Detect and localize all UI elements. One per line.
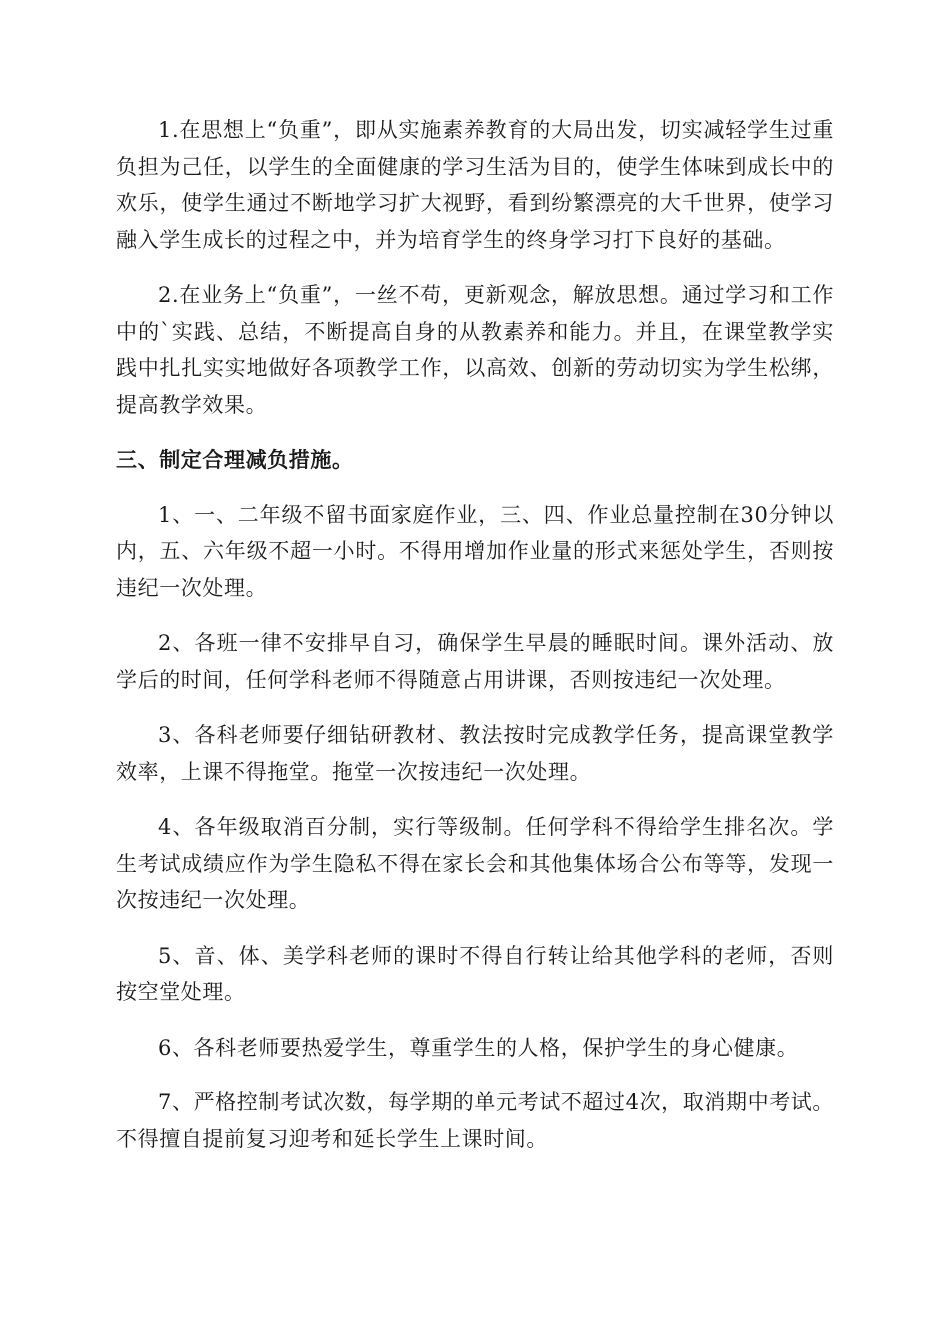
document-body: [116, 112, 834, 1176]
measure-item-2: 2、各班一律不安排早自习，确保学生早晨的睡眠时间。课外活动、放学后的时间，任何学科老师不得随意占用讲课，否则按违纪一次处理。: [116, 631, 834, 692]
measure-item-7: 7、严格控制考试次数，每学期的单元考试不超过4次，取消期中考试。不得擅自提前复习迎考和延长学生上课时间。: [116, 1090, 834, 1151]
paragraph-thinking-burden: 1.在思想上“负重”，即从实施素养教育的大局出发，切实减轻学生过重负担为己任，以学生的全面健康的学习生活为目的，使学生体味到成长中的欢乐，使学生通过不断地学习扩大视野，看到纷繁漂亮的大千世界，使学习融入学生成长的过程之中，并为培育学生的终身学习打下良好的基础。: [116, 118, 834, 252]
section-heading: 三、制定合理减负措施。: [116, 447, 354, 472]
paragraph-work-burden: 2.在业务上“负重”，一丝不苟，更新观念，解放思想。通过学习和工作中的`实践、总结，不断提高自身的从教素养和能力。并且，在课堂教学实践中扎扎实实地做好各项教学工作，以高效、创新的劳动切实为学生松绑，提高教学效果。: [116, 283, 834, 417]
measure-item-4: 4、各年级取消百分制，实行等级制。任何学科不得给学生排名次。学生考试成绩应作为学生隐私不得在家长会和其他集体场合公布等等，发现一次按违纪一次处理。: [116, 815, 834, 912]
measure-item-5: 5、音、体、美学科老师的课时不得自行转让给其他学科的老师，否则按空堂处理。: [116, 943, 834, 1004]
measure-item-1: 1、一、二年级不留书面家庭作业，三、四、作业总量控制在30分钟以内，五、六年级不超一小时。不得用增加作业量的形式来惩处学生，否则按违纪一次处理。: [116, 502, 834, 600]
measure-item-6: 6、各科老师要热爱学生，尊重学生的人格，保护学生的身心健康。: [158, 1035, 799, 1060]
measure-item-3: 3、各科老师要仔细钻研教材、教法按时完成教学任务，提高课堂教学效率，上课不得拖堂。拖堂一次按违纪一次处理。: [116, 723, 834, 784]
